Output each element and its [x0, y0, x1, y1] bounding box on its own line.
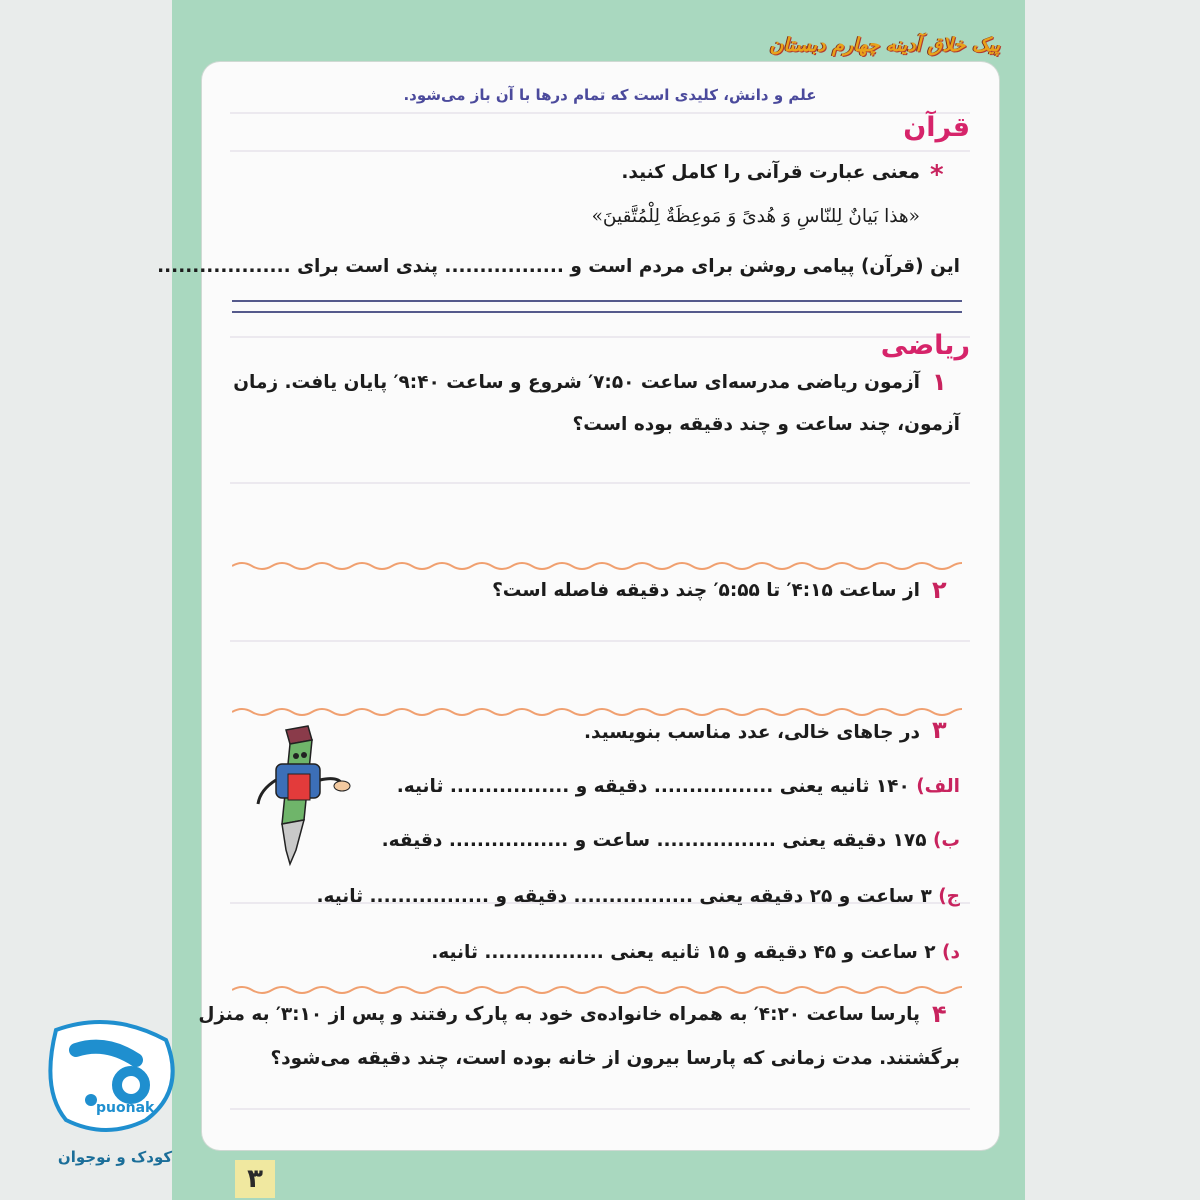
question-4-number: ۴ — [932, 1000, 947, 1028]
math-title: ریاضی — [880, 330, 970, 361]
item-letter: ج) — [938, 886, 960, 907]
wavy-divider — [232, 984, 962, 996]
question-3-number: ۳ — [932, 716, 947, 744]
bullet-star-icon: * — [930, 160, 944, 190]
wavy-divider — [232, 706, 962, 718]
puonak-logo-icon — [36, 1010, 186, 1160]
question-2-text: از ساعت ۴:۱۵′ تا ۵:۵۵′ چند دقیقه فاصله است؟ — [492, 580, 920, 601]
question-3-item-d — [380, 942, 960, 963]
item-letter: د) — [942, 942, 960, 963]
question-1-line-2: آزمون، چند ساعت و چند دقیقه بوده است؟ — [572, 414, 960, 435]
section-divider — [232, 300, 962, 313]
quran-instruction: معنی عبارت قرآنی را کامل کنید. — [621, 162, 920, 183]
logo-tagline: کودک و نوجوان — [57, 1148, 173, 1166]
question-3-item-b — [380, 830, 960, 851]
item-text: ۱۷۵ دقیقه یعنی ................. ساعت و ................. دقیقه. — [381, 830, 927, 851]
item-text: ۳ ساعت و ۲۵ دقیقه یعنی ................. دقیقه و ................. ثانیه. — [316, 886, 932, 907]
book-title: پیک خلاق آدینه چهارم دبستان — [769, 34, 1000, 56]
item-letter: الف) — [916, 776, 960, 797]
question-3-text: در جاهای خالی، عدد مناسب بنویسید. — [583, 722, 920, 743]
item-text: ۱۴۰ ثانیه یعنی ................. دقیقه و ................. ثانیه. — [396, 776, 910, 797]
quran-meaning: این (قرآن) پیامی روشن برای مردم است و ................. پندی است برای ................... — [157, 256, 960, 277]
logo-latin: puonak — [96, 1100, 155, 1116]
item-text: ۲ ساعت و ۴۵ دقیقه و ۱۵ ثانیه یعنی ................. ثانیه. — [431, 942, 936, 963]
quran-title: قرآن — [903, 112, 970, 143]
page-number: ۳ — [235, 1160, 275, 1198]
wavy-divider — [232, 560, 962, 572]
question-3-item-a — [396, 776, 960, 797]
quran-verse: «هذا بَیانٌ لِلنّاسِ وَ هُدیً وَ مَوعِظَةٌ لِلْمُتَّقینَ» — [591, 206, 920, 227]
question-4-line-2: برگشتند. مدت زمانی که پارسا بیرون از خانه بوده است، چند دقیقه می‌شود؟ — [270, 1048, 960, 1069]
motto: علم و دانش، کلیدی است که تمام درها با آن باز می‌شود. — [403, 86, 817, 104]
question-1-line-1: آزمون ریاضی مدرسه‌ای ساعت ۷:۵۰′ شروع و ساعت ۹:۴۰′ پایان یافت. زمان — [233, 372, 920, 393]
question-1-number: ۱ — [932, 368, 947, 396]
question-2-number: ۲ — [932, 576, 947, 604]
item-letter: ب) — [932, 830, 960, 851]
question-4-line-1: پارسا ساعت ۴:۲۰′ به همراه خانواده‌ی خود به پارک رفتند و پس از ۳:۱۰′ به منزل — [198, 1004, 920, 1025]
question-3-item-c — [316, 886, 960, 907]
pen-mascot-icon — [238, 720, 358, 870]
